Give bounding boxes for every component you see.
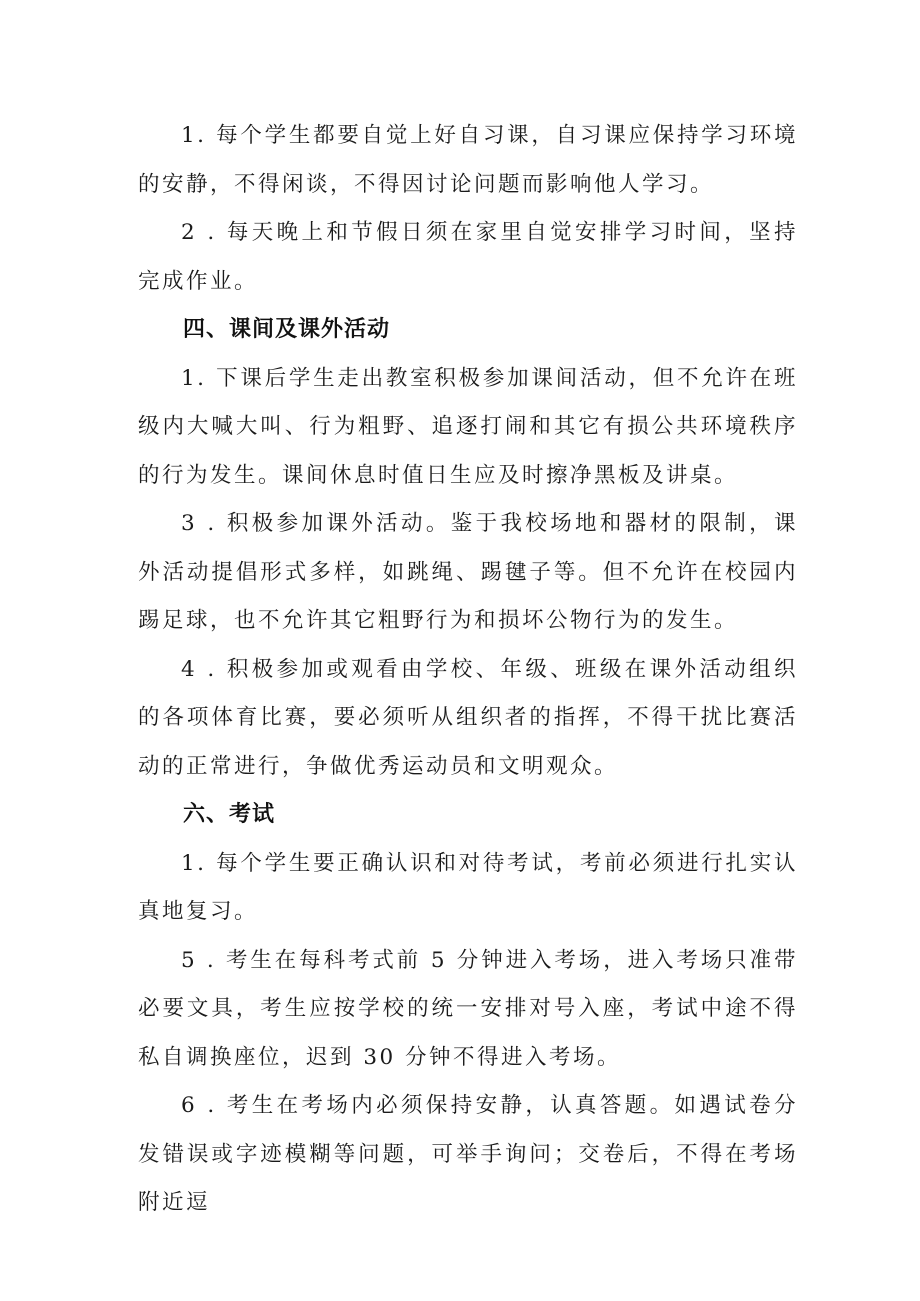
paragraph-exam-attitude: 1. 每个学生要正确认识和对待考试，考前必须进行扎实认真地复习。 bbox=[138, 850, 798, 924]
paragraph-exam-conduct: 6 . 考生在考场内必须保持安静，认真答题。如遇试卷分发错误或字迹模糊等问题，可举手询问；交卷后，不得在考场附近逗 bbox=[138, 1093, 798, 1215]
paragraph-extracurricular: 3 . 积极参加课外活动。鉴于我校场地和器材的限制，课外活动提倡形式多样，如跳绳、踢毽子等。但不允许在校园内踢足球，也不允许其它粗野行为和损坏公物行为的发生。 bbox=[138, 511, 798, 633]
section-heading-activities: 四、课间及课外活动 bbox=[183, 317, 391, 342]
paragraph-break-activities: 1. 下课后学生走出教室积极参加课间活动，但不允许在班级内大喊大叫、行为粗野、追逐打闹和其它有损公共环境秩序的行为发生。课间休息时值日生应及时擦净黑板及讲桌。 bbox=[138, 365, 798, 488]
document-body bbox=[138, 112, 798, 1228]
paragraph-home-study: 2 . 每天晚上和节假日须在家里自觉安排学习时间，坚持完成作业。 bbox=[138, 220, 798, 294]
paragraph-exam-entry: 5 . 考生在每科考式前 5 分钟进入考场，进入考场只准带必要文具，考生应按学校的统一安排对号入座，考试中途不得私自调换座位，迟到 30 分钟不得进入考场。 bbox=[138, 947, 798, 1070]
paragraph-sports-events: 4 . 积极参加或观看由学校、年级、班级在课外活动组织的各项体育比赛，要必须听从组织者的指挥，不得干扰比赛活动的正常进行，争做优秀运动员和文明观众。 bbox=[138, 656, 798, 779]
section-heading-exams: 六、考试 bbox=[183, 802, 276, 827]
paragraph-self-study: 1. 每个学生都要自觉上好自习课，自习课应保持学习环境的安静，不得闲谈，不得因讨论问题而影响他人学习。 bbox=[138, 123, 798, 197]
